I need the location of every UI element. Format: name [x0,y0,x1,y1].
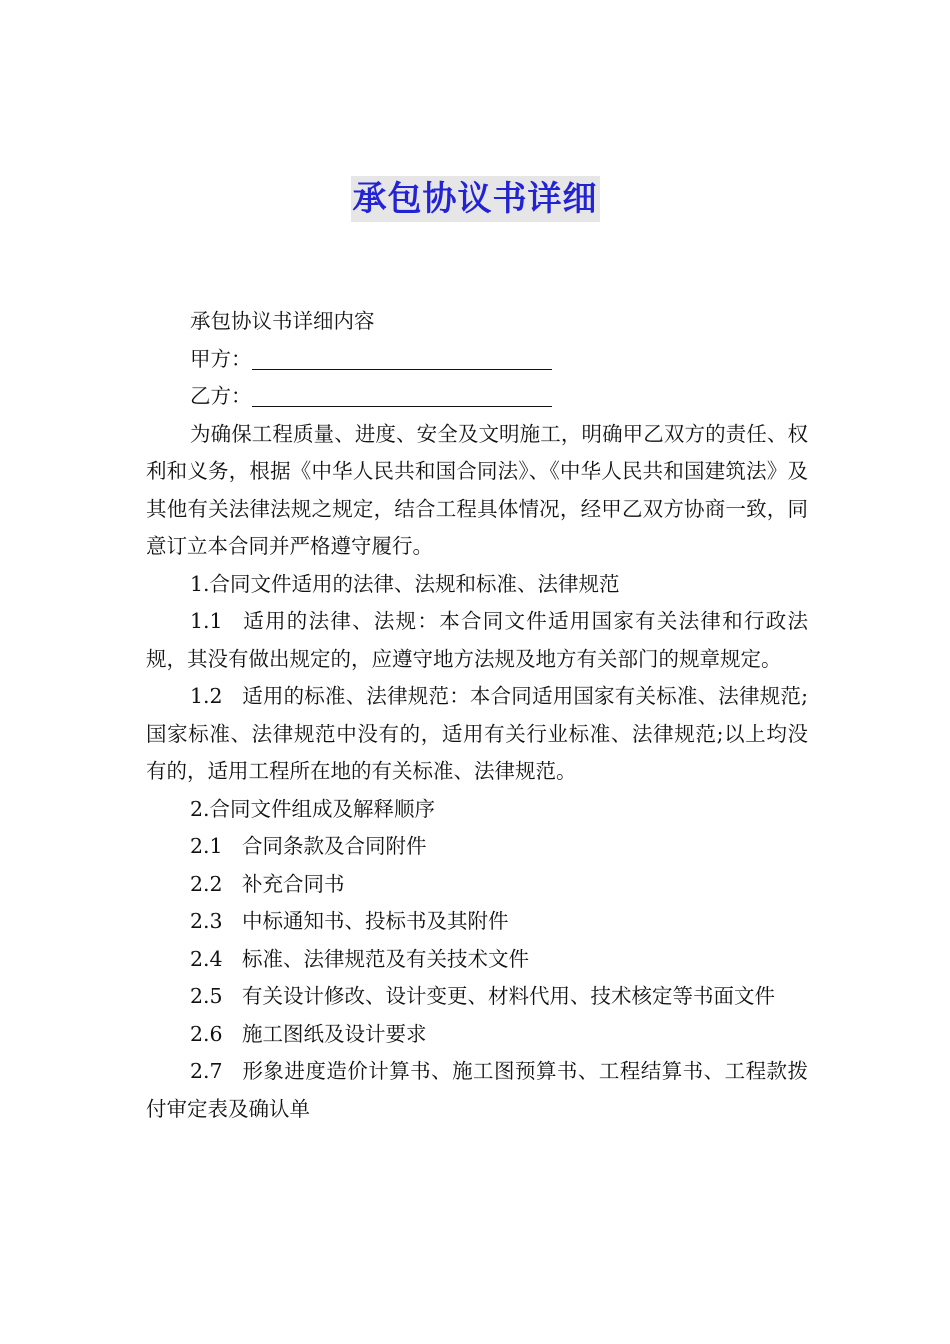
party-a-blank [252,347,552,370]
document-title: 承包协议书详细 [351,176,600,222]
clause-number: 1.2 [190,684,223,708]
clause-number: 2.2 [190,871,223,896]
clause-number: 2.4 [190,946,223,971]
clause-number: 2.3 [190,909,223,933]
clause-number: 2.7 [190,1059,223,1083]
clause-number: 2.1 [190,834,223,858]
clause-number: 1.1 [190,609,223,633]
clause-text: 适用的标准、法律规范：本合同适用国家有关标准、法律规范;国家标准、法律规范中没有的，适用有关行业标准、法律规范;以上均没有的，适用工程所在地的有关标准、法律规范。 [146,684,808,783]
clause-number: 2.5 [190,984,223,1008]
clause-text: 有关设计修改、设计变更、材料代用、技术核定等书面文件 [242,984,775,1008]
clause-1-1 [146,603,808,678]
clause-text: 适用的法律、法规：本合同文件适用国家有关法律和行政法规，其没有做出规定的，应遵守地方法规及地方有关部门的规章规定。 [146,609,808,671]
party-b-label: 乙方： [190,384,252,408]
title-container [0,176,950,222]
clause-2-5 [146,978,808,1016]
clause-text: 形象进度造价计算书、施工图预算书、工程结算书、工程款拨付审定表及确认单 [146,1059,808,1121]
clause-2-4 [146,941,808,979]
clause-1-2 [146,678,808,791]
clause-text: 中标通知书、投标书及其附件 [242,909,509,933]
clause-2-7 [146,1053,808,1128]
document-body [146,303,808,1128]
section1-heading: 1.合同文件适用的法律、法规和标准、法律规范 [190,571,620,596]
party-a-line [146,341,808,379]
clause-2-6 [146,1016,808,1054]
clause-text: 补充合同书 [242,871,345,896]
intro-paragraph: 为确保工程质量、进度、安全及文明施工，明确甲乙双方的责任、权利和义务，根据《中华人民共和国合同法》、《中华人民共和国建筑法》及其他有关法律法规之规定，结合工程具体情况，经甲乙双方协商一致，同意订立本合同并严格遵守履行。 [146,421,808,558]
clause-text: 施工图纸及设计要求 [242,1021,427,1046]
party-b-line [146,378,808,416]
clause-number: 2.6 [190,1021,223,1046]
clause-text: 标准、法律规范及有关技术文件 [242,946,529,971]
clause-2-3 [146,903,808,941]
party-a-label: 甲方： [190,346,252,371]
clause-2-1 [146,828,808,866]
section2-heading: 2.合同文件组成及解释顺序 [190,796,436,821]
subtitle: 承包协议书详细内容 [190,309,375,333]
clause-2-2 [146,866,808,904]
party-b-blank [252,384,552,407]
clause-text: 合同条款及合同附件 [242,834,427,858]
